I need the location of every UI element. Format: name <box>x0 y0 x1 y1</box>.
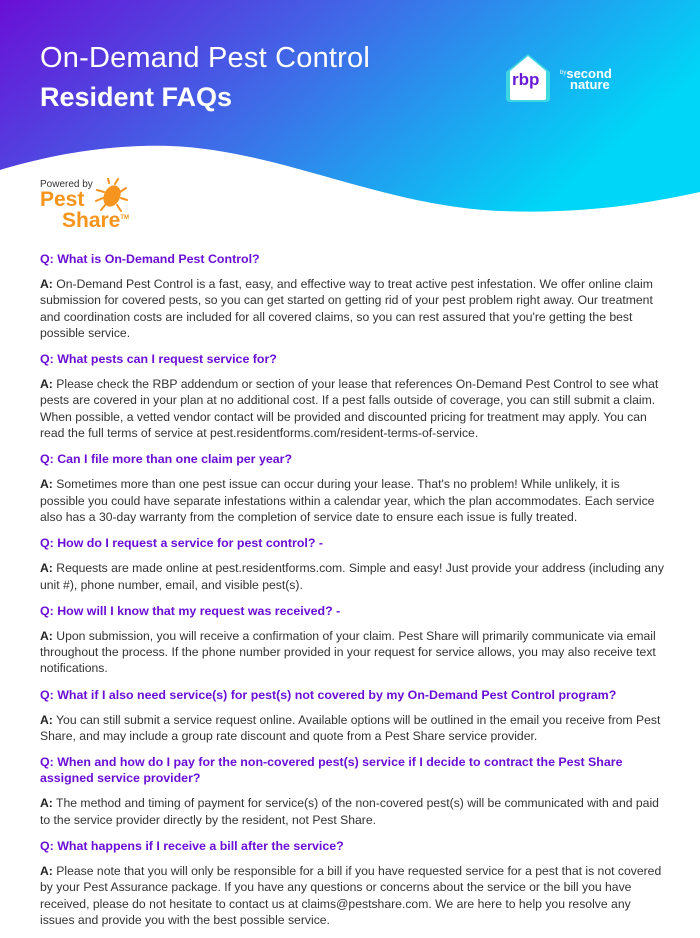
answer-text: Please check the RBP addendum or section of your lease that references On-Demand Pest Control to see what pests are covered in your plan at no additional cost. If a pest falls outside of coverage, you can still submit a claim. When possible, a vetted vendor contact will be provided and discounted pricing for treatment may apply. You can read the full terms of service at pest.residentforms.com/resident-terms-of-service. <box>40 377 659 441</box>
answer-prefix: A: <box>40 628 53 643</box>
answer-text: Upon submission, you will receive a confirmation of your claim. Pest Share will primarily communicate via email throughout the process. If the phone number provided in your request for service allows, you may also receive text notifications. <box>40 628 656 676</box>
answer-prefix: A: <box>40 277 53 291</box>
second-nature-logo: $^{by}$second nature <box>560 66 612 92</box>
answer-prefix: A: <box>40 796 53 811</box>
bug-icon <box>93 178 129 212</box>
answer-text: Please note that you will only be responsible for a bill if you have requested service for a pest that is not covered by your Pest Assurance package. If you have any questions or concerns about the service or the bill you have received, please do not hesitate to contact us at claims@pestshare.com. We are here to help you resolve any issues and provide you with the best possible service. <box>40 863 662 927</box>
page-subtitle: Resident FAQs <box>40 82 233 112</box>
answer-prefix: A: <box>40 561 53 576</box>
faq-question: Q: What is On-Demand Pest Control? <box>40 252 260 266</box>
powered-by-label: Powered by <box>40 179 93 190</box>
answer-prefix: A: <box>40 712 53 727</box>
pest-share-logo: Pest Share™ <box>40 188 130 232</box>
answer-prefix: A: <box>40 477 53 492</box>
faq-answer <box>40 628 665 677</box>
answer-text: On-Demand Pest Control is a fast, easy, and effective way to treat active pest infestation. We offer online claim submission for covered pests, so you can get started on getting rid of your pest problem right away. Our treatment and coordination costs are included for all covered claims, so you can rest assured that you're getting the best possible service. <box>40 277 653 340</box>
faq-answer <box>40 476 665 525</box>
answer-prefix: A: <box>40 377 53 392</box>
faq-answer <box>40 863 665 928</box>
faq-answer <box>40 712 665 745</box>
answer-prefix: A: <box>40 863 53 878</box>
faq-list <box>40 251 665 938</box>
faq-question: Q: Can I file more than one claim per year? <box>40 452 293 467</box>
faq-question: Q: What happens if I receive a bill after the service? <box>40 838 344 853</box>
faq-question: Q: What if I also need service(s) for pest(s) not covered by my On-Demand Pest Control program? <box>40 687 617 702</box>
answer-text: Requests are made online at pest.residentforms.com. Simple and easy! Just provide your address (including any unit #), phone number, email, and visible pest(s). <box>40 561 664 592</box>
faq-question: Q: What pests can I request service for? <box>40 352 277 367</box>
answer-text: You can still submit a service request online. Available options will be outlined in the email you receive from Pest Share, and may include a group rate discount and quote from a Pest Share service provider. <box>40 712 661 744</box>
faq-answer <box>40 276 665 341</box>
rbp-logo-text: rbp <box>512 70 540 89</box>
faq-answer <box>40 560 665 593</box>
faq-question: Q: When and how do I pay for the non-covered pest(s) service if I decide to contract the Pest Share assigned service provider? <box>40 755 623 786</box>
faq-question: Q: How will I know that my request was received? - <box>40 603 341 618</box>
page-title: On-Demand Pest Control <box>40 42 370 74</box>
faq-question: Q: How do I request a service for pest control? - <box>40 536 323 551</box>
faq-answer <box>40 795 665 828</box>
answer-text: The method and timing of payment for service(s) of the non-covered pest(s) will be communicated with and paid to the service provider directly by the resident, not Pest Share. <box>40 796 659 827</box>
answer-text: Sometimes more than one pest issue can occur during your lease. That's no problem! While unlikely, it is possible you could have separate infestations within a calendar year, which the plan accommodates. Each service also has a 30-day warranty from the completion of service date to ensure each issue is fully treated. <box>40 477 655 524</box>
faq-answer <box>40 376 665 441</box>
